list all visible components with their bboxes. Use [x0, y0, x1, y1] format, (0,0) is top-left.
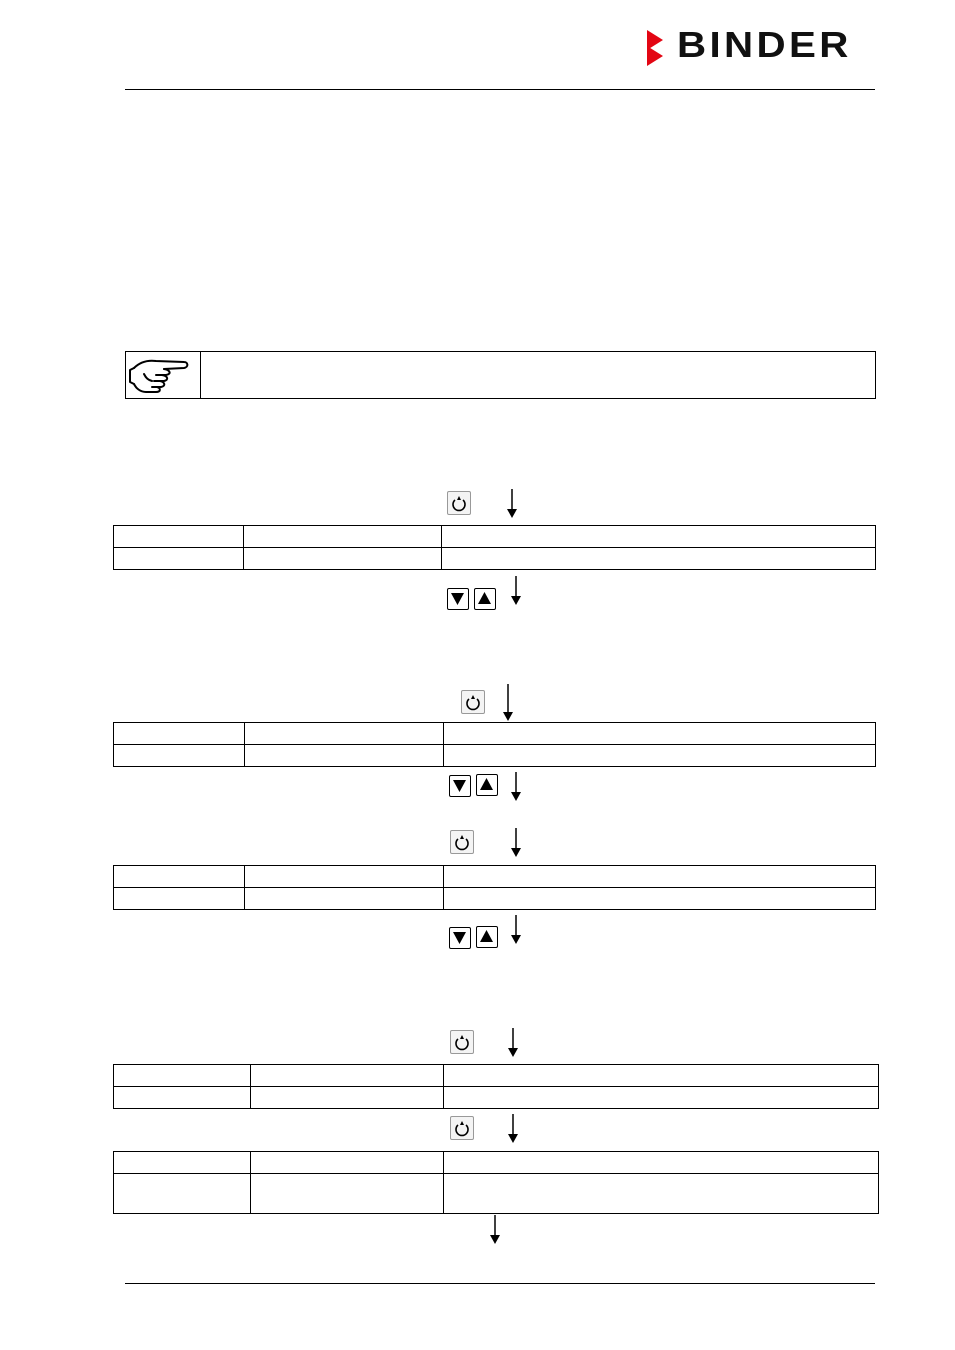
- up-key-button[interactable]: [474, 588, 496, 610]
- flow-arrow-icon: [509, 772, 523, 802]
- brand-logo-mark-icon: [645, 28, 675, 68]
- table-row: [114, 1087, 879, 1109]
- note-box: [125, 351, 876, 399]
- table-cell: [251, 1087, 444, 1109]
- table-cell: [444, 1087, 879, 1109]
- flow-arrow-icon: [509, 828, 523, 858]
- set-key-icon: [462, 691, 484, 713]
- up-arrow-key-icon: [475, 589, 494, 608]
- table-cell: [114, 745, 245, 767]
- data-table-2: [113, 722, 876, 767]
- brand-logo: [645, 24, 877, 68]
- flow-arrow-icon: [506, 1114, 520, 1144]
- flow-arrow-icon: [501, 684, 515, 722]
- table-row: [114, 1065, 879, 1087]
- flow-arrow-icon: [506, 1028, 520, 1058]
- table-cell: [442, 526, 876, 548]
- up-arrow-key-icon: [477, 775, 496, 794]
- table-row: [114, 866, 876, 888]
- table-row: [114, 888, 876, 910]
- set-key-button[interactable]: [450, 1030, 474, 1054]
- table-cell: [444, 745, 876, 767]
- data-table-5: [113, 1151, 879, 1214]
- table-cell: [251, 1152, 444, 1174]
- table-cell: [245, 888, 444, 910]
- table-cell: [114, 1152, 251, 1174]
- footer-rule: [125, 1283, 875, 1284]
- table-cell: [251, 1174, 444, 1214]
- data-table-4: [113, 1064, 879, 1109]
- set-key-icon: [448, 492, 470, 514]
- data-table-1: [113, 525, 876, 570]
- down-key-button[interactable]: [449, 927, 471, 949]
- table-cell: [245, 866, 444, 888]
- table-cell: [114, 723, 245, 745]
- table-cell: [244, 548, 442, 570]
- table-row: [114, 1152, 879, 1174]
- set-key-icon: [451, 1117, 473, 1139]
- table-cell: [251, 1065, 444, 1087]
- table-row: [114, 1174, 879, 1214]
- down-key-button[interactable]: [449, 775, 471, 797]
- down-arrow-key-icon: [450, 776, 469, 795]
- flow-arrow-icon: [509, 915, 523, 945]
- set-key-button[interactable]: [461, 690, 485, 714]
- note-icon-cell: [126, 352, 201, 398]
- table-row: [114, 723, 876, 745]
- table-cell: [114, 548, 244, 570]
- table-row: [114, 548, 876, 570]
- flow-arrow-icon: [505, 489, 519, 519]
- flow-arrow-icon: [509, 576, 523, 606]
- table-cell: [245, 745, 444, 767]
- set-key-button[interactable]: [447, 491, 471, 515]
- table-cell: [114, 1087, 251, 1109]
- set-key-icon: [451, 1031, 473, 1053]
- table-cell: [444, 723, 876, 745]
- data-table-3: [113, 865, 876, 910]
- table-cell: [114, 526, 244, 548]
- table-cell: [114, 1065, 251, 1087]
- table-row: [114, 526, 876, 548]
- note-text: [206, 352, 869, 398]
- table-cell: [245, 723, 444, 745]
- table-row: [114, 745, 876, 767]
- header-rule: [125, 89, 875, 90]
- table-cell: [114, 866, 245, 888]
- pointing-hand-icon: [126, 352, 200, 398]
- up-key-button[interactable]: [476, 774, 498, 796]
- up-key-button[interactable]: [476, 926, 498, 948]
- down-arrow-key-icon: [448, 589, 467, 608]
- table-cell: [444, 1152, 879, 1174]
- table-cell: [114, 1174, 251, 1214]
- set-key-button[interactable]: [450, 1116, 474, 1140]
- table-cell: [444, 888, 876, 910]
- down-arrow-key-icon: [450, 928, 469, 947]
- table-cell: [444, 1065, 879, 1087]
- table-cell: [444, 1174, 879, 1214]
- up-arrow-key-icon: [477, 927, 496, 946]
- down-key-button[interactable]: [447, 588, 469, 610]
- flow-arrow-icon: [488, 1215, 502, 1245]
- set-key-icon: [451, 831, 473, 853]
- table-cell: [442, 548, 876, 570]
- table-cell: [114, 888, 245, 910]
- table-cell: [244, 526, 442, 548]
- set-key-button[interactable]: [450, 830, 474, 854]
- brand-name: BINDER: [677, 24, 852, 65]
- table-cell: [444, 866, 876, 888]
